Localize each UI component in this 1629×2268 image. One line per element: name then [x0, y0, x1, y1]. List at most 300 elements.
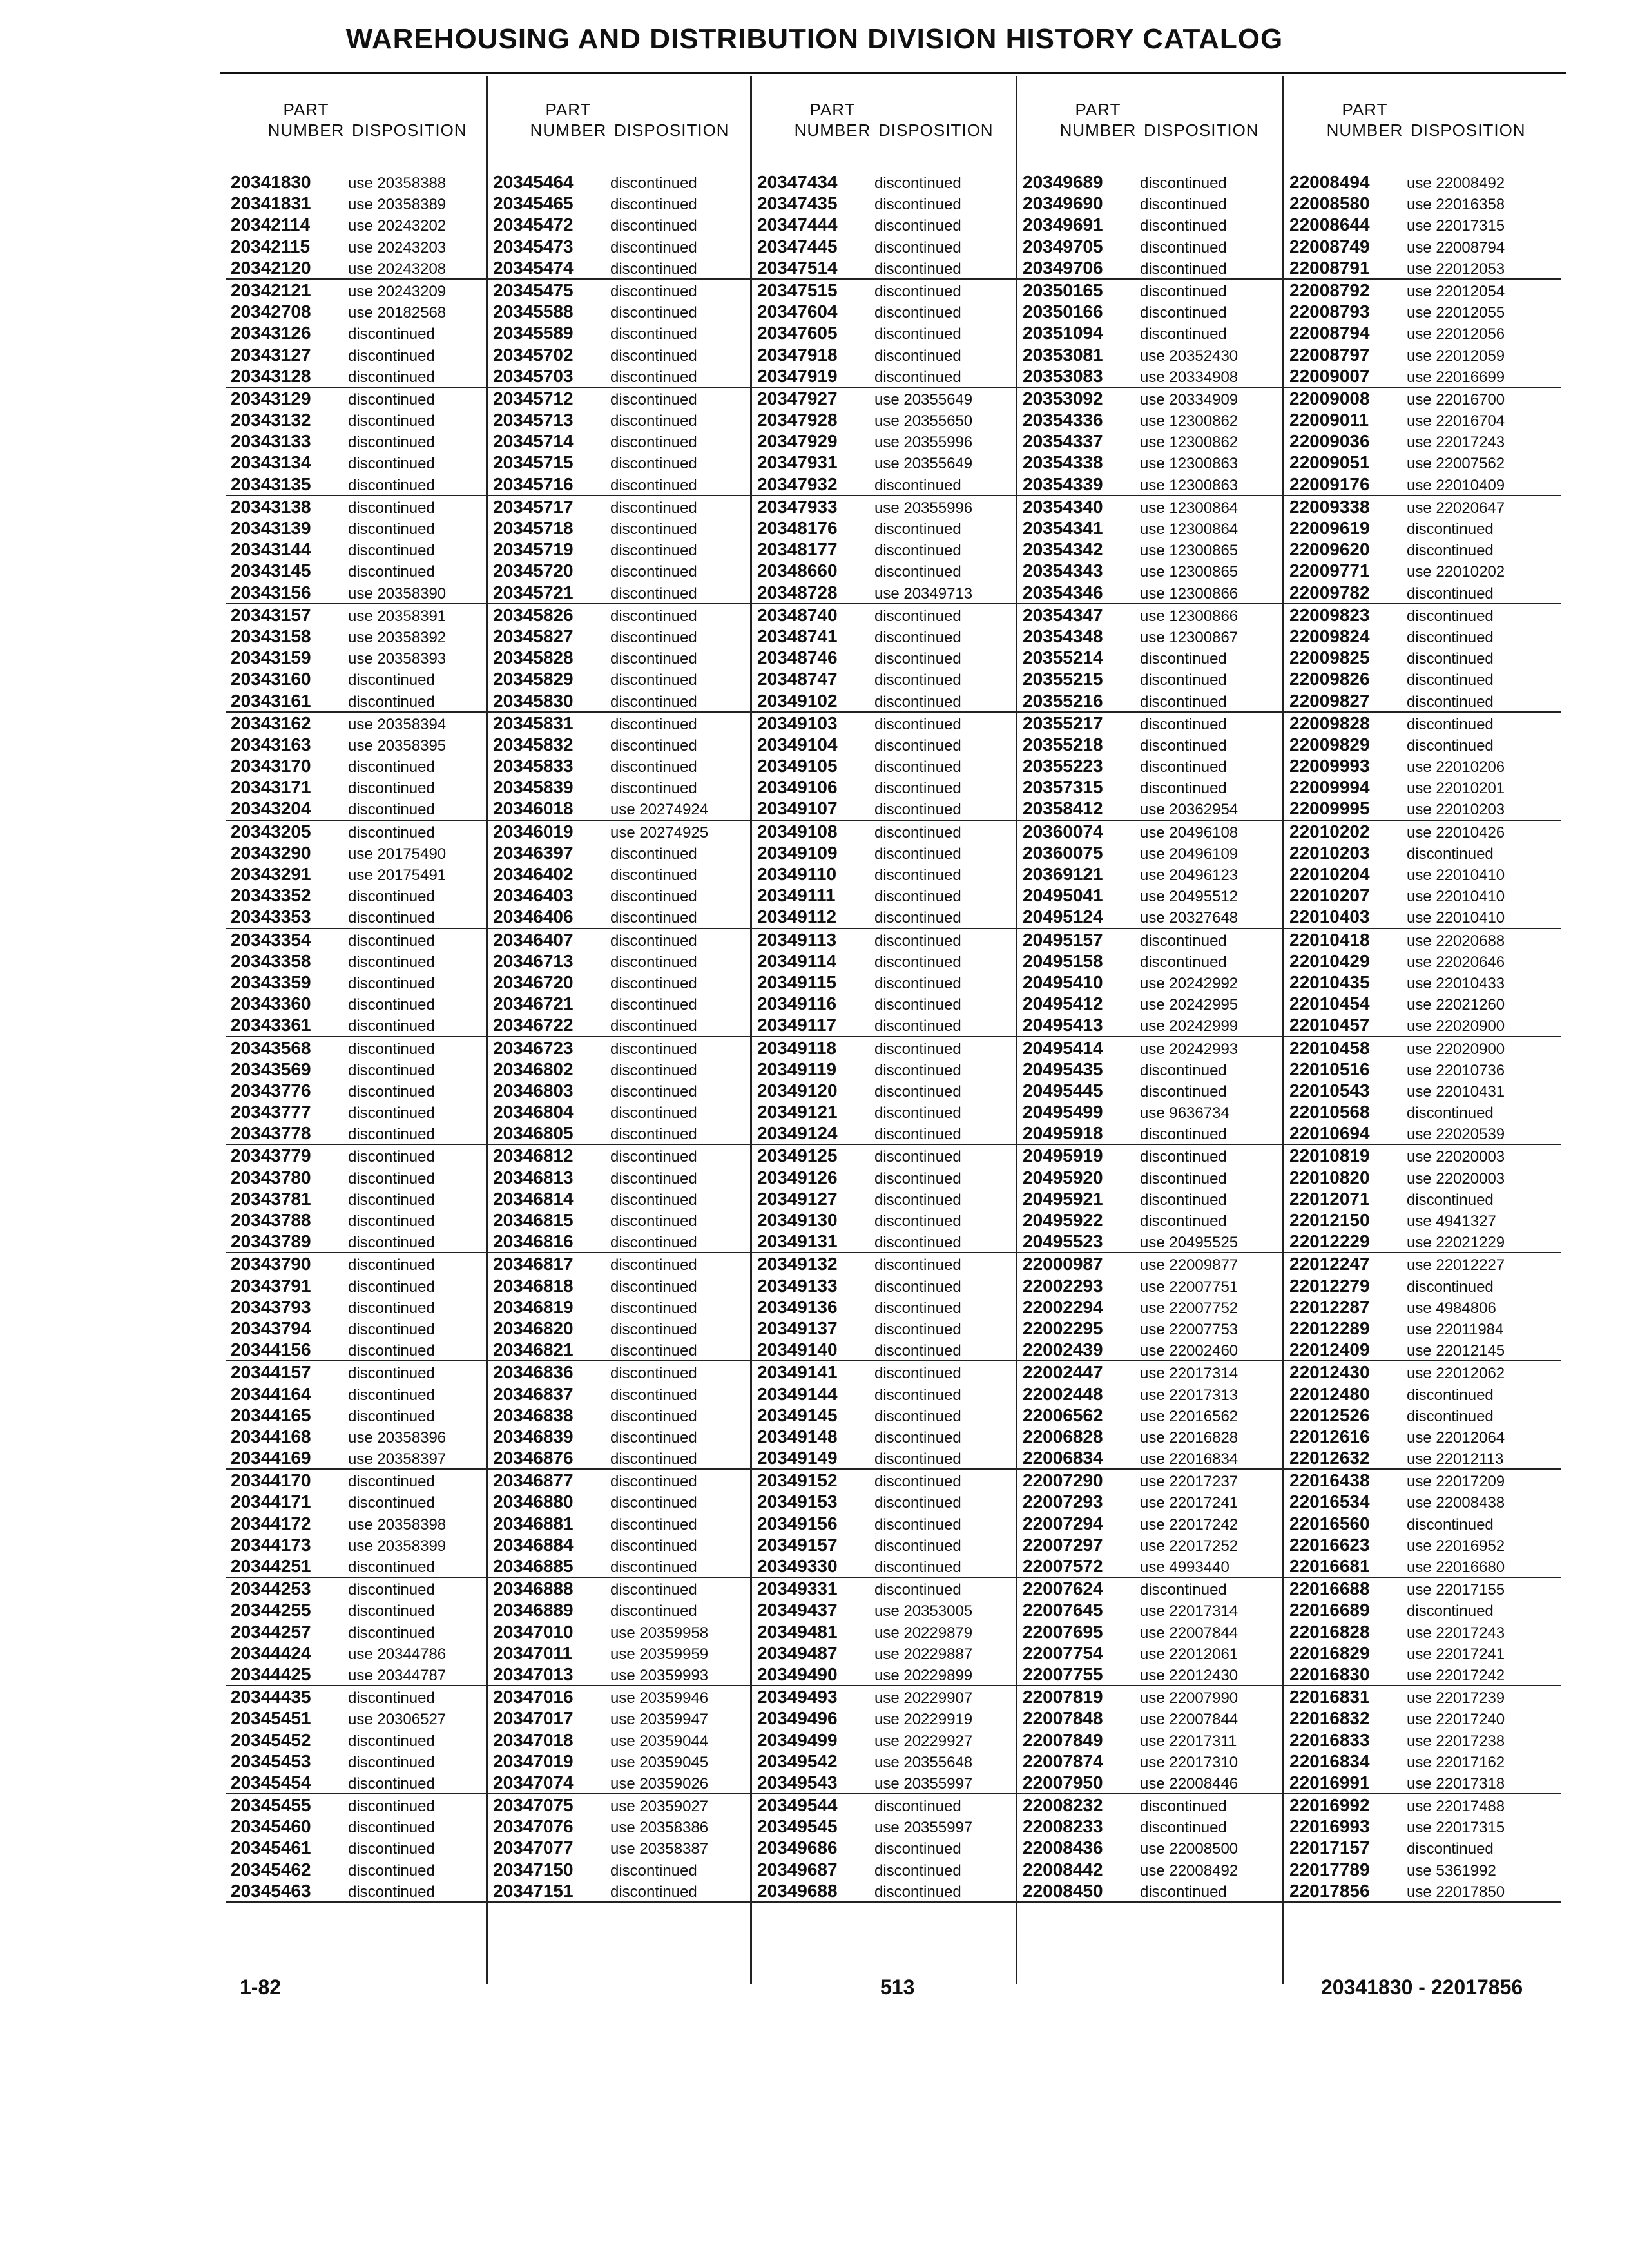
part-number: 20343145 — [231, 561, 311, 581]
catalog-entry — [1017, 1751, 1284, 1772]
disposition: discontinued — [610, 1126, 697, 1144]
catalog-entry — [488, 1513, 752, 1534]
catalog-entry — [752, 452, 1017, 473]
disposition: discontinued — [610, 1861, 697, 1879]
disposition: discontinued — [1140, 1148, 1227, 1166]
part-number: 22007874 — [1023, 1751, 1103, 1771]
disposition: discontinued — [610, 1407, 697, 1425]
part-number: 20345718 — [493, 518, 574, 538]
disposition: discontinued — [874, 1017, 961, 1035]
part-number: 20360074 — [1023, 821, 1103, 841]
part-number: 20351094 — [1023, 323, 1103, 343]
disposition: use 22020900 — [1407, 1017, 1505, 1035]
catalog-entry — [488, 668, 752, 689]
catalog-entry — [1017, 474, 1284, 496]
catalog-entry — [488, 1578, 752, 1599]
disposition: discontinued — [610, 867, 697, 884]
disposition: discontinued — [874, 238, 961, 256]
part-number: 20345589 — [493, 323, 574, 343]
part-number: 20346805 — [493, 1123, 574, 1144]
part-number: 20349117 — [757, 1015, 837, 1035]
catalog-entry — [1284, 1470, 1561, 1491]
disposition: use 20359959 — [610, 1645, 709, 1663]
part-number: 20343160 — [231, 669, 311, 689]
catalog-entry — [226, 1772, 486, 1794]
catalog-entry — [226, 474, 486, 496]
disposition: use 4941327 — [1407, 1213, 1496, 1230]
disposition: discontinued — [874, 260, 961, 278]
disposition: discontinued — [348, 368, 435, 386]
part-number: 20360075 — [1023, 842, 1103, 863]
catalog-entry — [752, 972, 1017, 993]
part-number: 22016534 — [1289, 1492, 1370, 1512]
disposition: discontinued — [874, 845, 961, 863]
disposition: use 12300866 — [1140, 584, 1239, 602]
part-number: 20345702 — [493, 344, 574, 365]
catalog-entry — [1284, 1122, 1561, 1145]
part-number: 20345719 — [493, 539, 574, 560]
disposition: discontinued — [1140, 1191, 1227, 1209]
part-number: 22010543 — [1289, 1080, 1370, 1100]
catalog-entry — [752, 1555, 1017, 1578]
part-number: 20343161 — [231, 690, 311, 711]
disposition: discontinued — [874, 1256, 961, 1274]
part-number: 20495041 — [1023, 885, 1103, 906]
part-number: 20349132 — [757, 1254, 838, 1274]
catalog-entry — [488, 1318, 752, 1339]
catalog-entry — [226, 1361, 486, 1383]
catalog-entry — [226, 1339, 486, 1361]
part-number: 22007624 — [1023, 1579, 1103, 1599]
catalog-entry — [752, 496, 1017, 517]
part-number: 20495414 — [1023, 1037, 1103, 1058]
disposition: discontinued — [348, 1234, 435, 1252]
part-number: 22008450 — [1023, 1880, 1103, 1901]
part-number: 22006828 — [1023, 1426, 1103, 1446]
disposition: use 22012062 — [1407, 1365, 1505, 1383]
catalog-entry — [488, 1686, 752, 1707]
part-number: 20343352 — [231, 885, 311, 906]
catalog-entry — [226, 1037, 486, 1059]
catalog-entry — [1284, 1080, 1561, 1101]
part-number: 20354341 — [1023, 518, 1103, 538]
catalog-entry — [752, 821, 1017, 842]
catalog-entry — [226, 1794, 486, 1816]
catalog-column-1 — [226, 76, 486, 1984]
catalog-entry — [226, 1253, 486, 1274]
part-number: 20347604 — [757, 302, 838, 322]
catalog-entry — [1284, 906, 1561, 928]
part-number: 20348176 — [757, 518, 838, 538]
part-number: 20349706 — [1023, 257, 1103, 278]
disposition: discontinued — [348, 780, 435, 798]
catalog-entry — [1017, 776, 1284, 798]
catalog-entry — [488, 280, 752, 301]
disposition: discontinued — [874, 1104, 961, 1122]
disposition: use 22007751 — [1140, 1278, 1239, 1296]
catalog-entry — [752, 1751, 1017, 1772]
disposition: discontinued — [1140, 196, 1227, 214]
catalog-entry — [488, 539, 752, 560]
catalog-entry — [1284, 257, 1561, 280]
disposition: use 22017238 — [1407, 1732, 1505, 1750]
part-number: 20343569 — [231, 1059, 311, 1079]
catalog-entry — [1017, 193, 1284, 214]
part-number: 22009338 — [1289, 496, 1370, 517]
catalog-entry — [1017, 1599, 1284, 1620]
disposition: use 20359027 — [610, 1798, 709, 1816]
part-number: 22016689 — [1289, 1600, 1370, 1620]
disposition: use 20358392 — [348, 628, 447, 646]
part-label: PART — [1342, 100, 1388, 119]
catalog-entry — [1017, 972, 1284, 993]
part-number: 20349103 — [757, 713, 838, 733]
disposition: use 22017243 — [1407, 1624, 1505, 1642]
catalog-entry — [752, 344, 1017, 365]
disposition: discontinued — [1140, 175, 1227, 192]
catalog-entry — [226, 1642, 486, 1664]
part-number: 20342120 — [231, 257, 311, 278]
catalog-entry — [1284, 474, 1561, 496]
disposition: discontinued — [348, 1278, 435, 1296]
part-number: 20346815 — [493, 1210, 574, 1230]
disposition: discontinued — [874, 932, 961, 950]
disposition: use 22012145 — [1407, 1342, 1505, 1360]
catalog-entry — [226, 885, 486, 906]
disposition: discontinued — [610, 628, 697, 646]
disposition: discontinued — [610, 1386, 697, 1404]
part-number: 22009008 — [1289, 388, 1370, 408]
disposition: discontinued — [1140, 1082, 1227, 1100]
disposition-header: DISPOSITION — [614, 120, 729, 140]
part-number: 22009829 — [1289, 734, 1370, 754]
disposition: discontinued — [874, 347, 961, 365]
part-number: 20344425 — [231, 1664, 311, 1684]
catalog-entry — [1017, 1859, 1284, 1880]
catalog-entry — [752, 906, 1017, 928]
disposition: discontinued — [348, 1840, 435, 1858]
disposition: use 22012064 — [1407, 1428, 1505, 1446]
disposition: discontinued — [610, 1559, 697, 1576]
catalog-entry — [1017, 388, 1284, 409]
catalog-entry — [752, 713, 1017, 734]
part-number: 20345715 — [493, 452, 574, 473]
part-number: 22010435 — [1289, 972, 1370, 992]
disposition: discontinued — [610, 1104, 697, 1122]
catalog-entry — [752, 950, 1017, 972]
part-number: 22007695 — [1023, 1621, 1103, 1642]
disposition: use 12300863 — [1140, 476, 1239, 494]
disposition: discontinued — [348, 1494, 435, 1512]
part-number: 20349105 — [757, 756, 838, 776]
disposition: use 20344786 — [348, 1645, 447, 1663]
catalog-entry — [226, 517, 486, 539]
catalog-entry — [1017, 929, 1284, 950]
catalog-entry — [752, 409, 1017, 430]
part-number: 22012480 — [1289, 1383, 1370, 1404]
part-number: 20495919 — [1023, 1146, 1103, 1166]
part-number: 20347605 — [757, 323, 838, 343]
disposition: discontinued — [610, 584, 697, 602]
part-number: 20345831 — [493, 713, 574, 733]
catalog-entry — [1017, 1145, 1284, 1166]
disposition: use 22012227 — [1407, 1256, 1505, 1274]
catalog-entry — [1017, 1253, 1284, 1274]
part-number: 22016623 — [1289, 1534, 1370, 1555]
catalog-entry — [226, 1318, 486, 1339]
part-number: 20346817 — [493, 1254, 574, 1274]
disposition: use 20358393 — [348, 650, 447, 668]
catalog-entry — [226, 193, 486, 214]
disposition: discontinued — [348, 932, 435, 950]
disposition: use 20358398 — [348, 1515, 447, 1533]
disposition: use 22007753 — [1140, 1320, 1239, 1338]
catalog-entry — [1284, 1859, 1561, 1880]
catalog-entry — [226, 1275, 486, 1296]
catalog-entry — [752, 1275, 1017, 1296]
catalog-entry — [1017, 885, 1284, 906]
part-number: 20347010 — [493, 1621, 574, 1642]
column-header — [752, 99, 1017, 170]
part-number: 22008794 — [1289, 323, 1370, 343]
part-number: 20344253 — [231, 1579, 311, 1599]
catalog-entry — [488, 1080, 752, 1101]
catalog-entry — [1017, 1707, 1284, 1729]
catalog-entry — [752, 1361, 1017, 1383]
disposition: use 12300862 — [1140, 412, 1239, 430]
part-number: 20344435 — [231, 1687, 311, 1707]
disposition: discontinued — [348, 1169, 435, 1187]
part-number: 20348728 — [757, 582, 838, 602]
part-number: 20349331 — [757, 1579, 838, 1599]
disposition: discontinued — [348, 1689, 435, 1707]
part-number: 20495412 — [1023, 994, 1103, 1014]
part-number: 20345463 — [231, 1880, 311, 1901]
entry-list — [488, 171, 752, 1903]
part-number: 20350166 — [1023, 302, 1103, 322]
part-number: 20349140 — [757, 1340, 838, 1360]
part-number: 20343204 — [231, 798, 311, 819]
catalog-entry — [1284, 929, 1561, 950]
entry-list — [1017, 171, 1284, 1903]
part-number: 20346406 — [493, 907, 574, 927]
catalog-entry — [1284, 1707, 1561, 1729]
part-number: 20495413 — [1023, 1015, 1103, 1035]
disposition: discontinued — [1140, 325, 1227, 343]
catalog-entry — [1284, 1188, 1561, 1209]
catalog-entry — [1017, 280, 1284, 301]
part-number: 20349543 — [757, 1772, 838, 1792]
disposition: discontinued — [610, 325, 697, 343]
part-number: 22012289 — [1289, 1318, 1370, 1338]
disposition: discontinued — [1407, 542, 1494, 560]
disposition: use 22017242 — [1407, 1666, 1505, 1684]
catalog-entry — [1017, 647, 1284, 668]
disposition: discontinued — [348, 1407, 435, 1425]
disposition: use 9636734 — [1140, 1104, 1229, 1122]
disposition: use 20359958 — [610, 1624, 709, 1642]
catalog-entry — [226, 993, 486, 1014]
part-number: 20347514 — [757, 257, 838, 278]
catalog-entry — [488, 993, 752, 1014]
disposition: use 22021260 — [1407, 996, 1505, 1014]
part-number: 22016688 — [1289, 1579, 1370, 1599]
catalog-entry — [1284, 626, 1561, 647]
disposition: use 22021229 — [1407, 1234, 1505, 1252]
part-number: 20349687 — [757, 1859, 838, 1879]
catalog-entry — [752, 560, 1017, 581]
disposition: discontinued — [1140, 715, 1227, 733]
catalog-entry — [752, 1231, 1017, 1253]
part-number: 20349330 — [757, 1556, 838, 1576]
part-number: 20349705 — [1023, 236, 1103, 256]
part-number: 20350165 — [1023, 280, 1103, 300]
disposition: discontinued — [610, 932, 697, 950]
part-number: 22016991 — [1289, 1772, 1370, 1792]
disposition: use 20358389 — [348, 196, 447, 214]
disposition: use 22007990 — [1140, 1689, 1239, 1707]
part-number: 20347435 — [757, 193, 838, 214]
part-number: 22009620 — [1289, 539, 1370, 560]
disposition: discontinued — [348, 347, 435, 365]
catalog-entry — [1284, 1772, 1561, 1794]
disposition: discontinued — [348, 1798, 435, 1816]
disposition: discontinued — [610, 1494, 697, 1512]
part-number: 20346839 — [493, 1426, 574, 1446]
disposition: discontinued — [1407, 671, 1494, 689]
catalog-entry — [752, 1447, 1017, 1470]
part-number: 20349144 — [757, 1383, 838, 1404]
part-number: 20353081 — [1023, 344, 1103, 365]
part-number: 22009824 — [1289, 626, 1370, 646]
catalog-entry — [226, 430, 486, 452]
catalog-entry — [1284, 452, 1561, 473]
part-number: 20354346 — [1023, 582, 1103, 602]
part-number: 22012071 — [1289, 1188, 1370, 1209]
catalog-entry — [1284, 1447, 1561, 1470]
part-number: 20495920 — [1023, 1167, 1103, 1187]
catalog-entry — [488, 755, 752, 776]
disposition: use 12300865 — [1140, 542, 1239, 560]
disposition: discontinued — [610, 1191, 697, 1209]
disposition: discontinued — [874, 1365, 961, 1383]
catalog-entry — [488, 626, 752, 647]
part-number: 20346880 — [493, 1492, 574, 1512]
catalog-entry — [1017, 1122, 1284, 1145]
part-number: 20495124 — [1023, 907, 1103, 927]
part-number: 20349119 — [757, 1059, 837, 1079]
part-number: 20347076 — [493, 1816, 574, 1837]
disposition: use 12300864 — [1140, 499, 1239, 517]
part-number: 20349126 — [757, 1167, 838, 1187]
disposition: discontinued — [874, 953, 961, 971]
disposition: discontinued — [348, 1061, 435, 1079]
part-number: 20349102 — [757, 690, 838, 711]
catalog-entry — [488, 798, 752, 820]
disposition: use 22017241 — [1140, 1494, 1239, 1512]
disposition: use 22010736 — [1407, 1061, 1505, 1079]
catalog-entry — [1017, 1729, 1284, 1751]
part-number: 20346877 — [493, 1470, 574, 1491]
catalog-entry — [1017, 821, 1284, 842]
catalog-entry — [1284, 1794, 1561, 1816]
disposition: use 20243203 — [348, 238, 447, 256]
disposition: discontinued — [874, 974, 961, 992]
disposition: discontinued — [348, 325, 435, 343]
part-number: 20345473 — [493, 236, 574, 256]
part-number: 20346019 — [493, 821, 574, 841]
part-number: 20349130 — [757, 1210, 838, 1230]
part-number: 20345826 — [493, 604, 574, 625]
catalog-entry — [752, 1167, 1017, 1188]
part-number: 20354348 — [1023, 626, 1103, 646]
disposition: discontinued — [610, 1515, 697, 1533]
disposition: discontinued — [1407, 607, 1494, 625]
disposition: use 20229907 — [874, 1689, 973, 1707]
catalog-entry — [226, 322, 486, 343]
disposition: use 20242995 — [1140, 996, 1239, 1014]
disposition: discontinued — [874, 780, 961, 798]
part-number: 20347927 — [757, 388, 838, 408]
disposition: discontinued — [874, 1126, 961, 1144]
part-number: 22009036 — [1289, 431, 1370, 452]
part-number: 22007572 — [1023, 1556, 1103, 1576]
catalog-entry — [1017, 582, 1284, 604]
part-number: 20347011 — [493, 1642, 573, 1663]
catalog-entry — [488, 193, 752, 214]
part-number: 20344170 — [231, 1470, 311, 1491]
catalog-entry — [1017, 755, 1284, 776]
disposition: discontinued — [874, 282, 961, 300]
part-number: 20347077 — [493, 1838, 574, 1858]
catalog-entry — [226, 365, 486, 388]
part-number: 22012409 — [1289, 1340, 1370, 1360]
part-number: 20349152 — [757, 1470, 838, 1491]
disposition: discontinued — [348, 1753, 435, 1771]
part-number: 20343159 — [231, 648, 311, 668]
disposition: discontinued — [348, 1256, 435, 1274]
part-number: 20343789 — [231, 1231, 311, 1252]
part-number: 20343162 — [231, 713, 311, 733]
part-number: 20344424 — [231, 1642, 311, 1663]
catalog-entry — [488, 1253, 752, 1274]
catalog-entry — [1284, 1816, 1561, 1837]
part-number: 20345827 — [493, 626, 574, 646]
catalog-entry — [226, 1383, 486, 1405]
disposition: use 20358386 — [610, 1819, 709, 1837]
part-number: 20346885 — [493, 1556, 574, 1576]
disposition: use 12300865 — [1140, 563, 1239, 581]
disposition: discontinued — [874, 1450, 961, 1468]
catalog-entry — [226, 626, 486, 647]
catalog-entry — [226, 1599, 486, 1620]
disposition: discontinued — [610, 780, 697, 798]
catalog-entry — [1284, 1145, 1561, 1166]
disposition: use 20359045 — [610, 1753, 709, 1771]
part-number: 22009823 — [1289, 604, 1370, 625]
catalog-entry — [1284, 236, 1561, 257]
catalog-entry — [752, 863, 1017, 885]
disposition: use 20344787 — [348, 1666, 447, 1684]
catalog-entry — [1017, 993, 1284, 1014]
part-number: 20349690 — [1023, 193, 1103, 214]
part-number: 22010516 — [1289, 1059, 1370, 1079]
disposition: use 20359946 — [610, 1689, 709, 1707]
catalog-entry — [1284, 1578, 1561, 1599]
disposition: use 22012056 — [1407, 325, 1505, 343]
disposition: discontinued — [1407, 1386, 1494, 1404]
part-number: 22016560 — [1289, 1513, 1370, 1533]
